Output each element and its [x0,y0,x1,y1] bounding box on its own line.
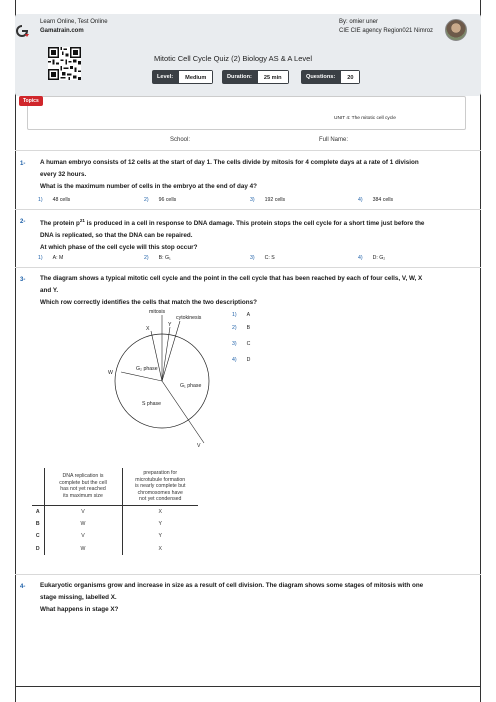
cell-cycle-diagram [100,303,235,453]
question-line: and Y. [40,287,59,294]
table-header-cell: DNA replication is complete but the cell has not yet reached its maximum size [44,468,122,505]
questions-key: Questions: [301,70,340,84]
answer-rows-table [32,468,198,555]
answer-option[interactable]: 3) C [232,341,251,347]
answer-option[interactable]: 3) C: S [250,255,275,261]
question-line: every 32 hours. [40,171,87,178]
x-line [151,331,162,381]
answer-option[interactable]: 1) A: M [38,255,64,261]
question-line: What happens in stage X? [40,606,119,613]
s-label: S phase [142,401,162,407]
question-line: The protein $p^{21}$ is produced in a cell in response to DNA damage. This protein stops the cell cycle for a short time just before the [40,218,425,228]
question-number: 3- [20,277,26,283]
divider [15,209,481,210]
question-line: What is the maximum number of cells in the embryo at the end of day 4? [40,183,257,190]
question-line: DNA is replicated, so that the DNA can be repaired. [40,232,193,240]
level-meta [152,70,213,84]
question-line: stage missing, labelled X. [40,594,117,601]
topics-badge: Topics [19,96,43,106]
question-number: 2- [20,219,26,225]
question-line: Which row correctly identifies the cells that match the two descriptions? [40,299,257,306]
question-line: The diagram shows a typical mitotic cell cycle and the point in the cell cycle that has been reached by each of four cells, V, W, X [40,275,423,282]
table-row: B W Y [32,518,198,531]
gamatrain-logo-icon [15,25,30,37]
v-label: V [197,443,201,449]
w-label: W [108,370,113,376]
table-header-cell: preparation for microtubule formation is nearly complete but chromosomes have not yet condensed [122,468,198,505]
table-row: A V X [32,505,198,518]
question-line: A human embryo consists of 12 cells at the start of day 1. The cells divide by mitosis for 4 complete days at a rate of 1 division [40,159,419,166]
table-header-cell [32,468,44,505]
answer-option[interactable]: 4) D [232,357,251,363]
school-field-label: School: [170,137,191,143]
level-value: Medium [178,70,213,84]
cytokinesis-label: cytokinesis [176,315,202,321]
answer-option[interactable]: 3) 192 cells [250,197,286,203]
topic-unit[interactable]: UNIT 4: The mitotic cell cycle [334,116,396,121]
question-text [40,215,472,254]
table-row: D W X [32,543,198,556]
question-line: At which phase of the cell cycle will this stop occur? [40,244,198,252]
answer-option[interactable]: 2) B: G₁ [144,255,171,261]
duration-value: 25 min [257,70,289,84]
answer-option[interactable]: 1) 48 cells [38,197,71,203]
table-row: C V Y [32,530,198,543]
g1-label: G₁ phase [180,383,202,389]
qr-code-icon [48,47,81,80]
questions-value: 20 [340,70,360,84]
quiz-title: Mitotic Cell Cycle Quiz (2) Biology AS & A Level [154,54,312,63]
answer-option[interactable]: 4) 384 cells [358,197,394,203]
w-line [121,372,162,381]
y-line [162,327,170,381]
divider [15,574,481,575]
answer-option[interactable]: 4) D: G₂ [358,255,386,261]
duration-meta [222,70,289,84]
g2-label: G₂ phase [136,366,158,372]
questions-meta [301,70,360,84]
answer-option[interactable]: 1) A [232,312,251,318]
mitosis-label: mitosis [149,309,166,315]
divider [15,150,481,151]
page-bottom-border [15,686,481,687]
table-header-row [32,468,198,505]
author-name: By: omier uner [339,19,379,25]
cytokinesis-line [162,321,180,381]
divider [15,267,481,268]
brand-site[interactable]: Gamatrain.com [40,28,84,34]
brand-tagline: Learn Online, Test Online [40,19,108,25]
answer-option[interactable]: 2) B [232,325,251,331]
question-text [40,157,472,193]
avatar [445,19,467,41]
topics-box [27,96,466,130]
answer-option[interactable]: 2) 96 cells [144,197,177,203]
duration-key: Duration: [222,70,257,84]
question-number: 4- [20,584,26,590]
y-label: Y [168,322,172,328]
level-key: Level: [152,70,178,84]
full-name-field-label: Full Name: [319,137,349,143]
author-agency: CIE CIE agency Region021 Nimroz [339,28,434,34]
question-text [40,580,472,616]
question-number: 1- [20,161,26,167]
question-line: Eukaryotic organisms grow and increase in size as a result of cell division. The diagram shows some stages of mitosis with one [40,582,424,589]
x-label: X [146,326,150,332]
